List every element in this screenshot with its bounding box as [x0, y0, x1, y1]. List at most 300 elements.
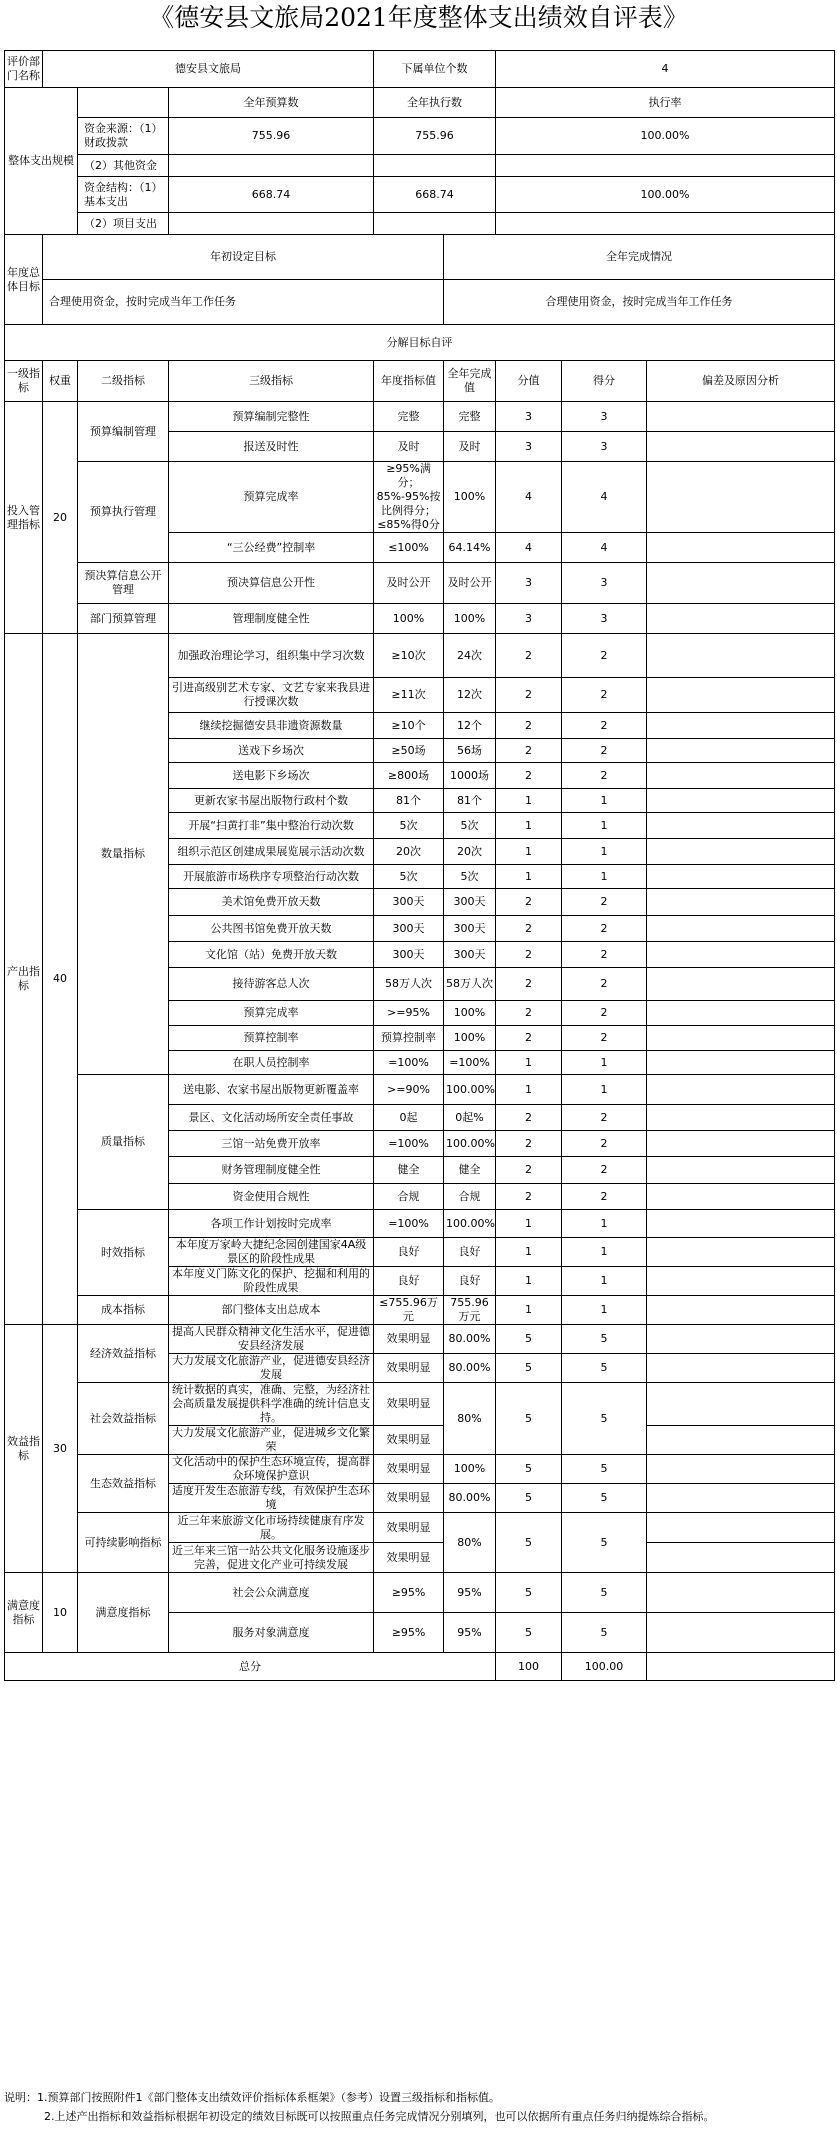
dept-label: 评价部门名称	[5, 51, 43, 88]
points-value: 5	[496, 1325, 562, 1354]
deviation-cell	[647, 1455, 835, 1484]
table-row	[5, 1296, 835, 1325]
target-value: =100%	[374, 1131, 444, 1157]
l3-indicator: 接待游客总人次	[169, 968, 374, 1001]
points-value: 2	[496, 634, 562, 678]
actual-value: 300天	[444, 916, 496, 942]
notes	[4, 2088, 834, 2126]
actual-value: 100.00%	[444, 1210, 496, 1238]
l3-indicator: 大力发展文化旅游产业，促进城乡文化繁荣	[169, 1426, 374, 1455]
target-value: 效果明显	[374, 1543, 444, 1573]
l3-indicator: 组织示范区创建成果展览展示活动次数	[169, 839, 374, 865]
deviation-cell	[647, 889, 835, 916]
l3-indicator: 文化馆（站）免费开放天数	[169, 942, 374, 968]
deviation-cell	[647, 1238, 835, 1267]
col-header-actual: 全年完成值	[444, 361, 496, 402]
score-value: 1	[562, 1075, 647, 1105]
points-value: 2	[496, 1001, 562, 1026]
evaluation-table	[4, 50, 835, 1681]
col-rate-header: 执行率	[496, 88, 835, 118]
target-value: ≤100%	[374, 533, 444, 563]
score-value: 4	[562, 533, 647, 563]
score-value: 5	[562, 1573, 647, 1613]
deviation-cell	[647, 1001, 835, 1026]
target-value: =100%	[374, 1210, 444, 1238]
deviation-cell	[647, 678, 835, 713]
weight-value: 20	[43, 402, 78, 634]
total-row	[5, 1653, 835, 1681]
note-line: 2.上述产出指标和效益指标根据年初设定的绩效目标既可以按照重点任务完成情况分别填列，也可以依据所有重点任务归纳提炼综合指标。	[44, 2110, 715, 2123]
l3-indicator: 在职人员控制率	[169, 1051, 374, 1075]
weight-value: 30	[43, 1325, 78, 1573]
table-row	[5, 1383, 835, 1426]
actual-value: 56场	[444, 739, 496, 763]
deviation-cell	[647, 1296, 835, 1325]
score-value: 1	[562, 1238, 647, 1267]
target-value: ≥10个	[374, 713, 444, 739]
score-value: 2	[562, 889, 647, 916]
table-row	[5, 1075, 835, 1105]
points-value: 3	[496, 563, 562, 604]
l3-indicator: 提高人民群众精神文化生活水平，促进德安县经济发展	[169, 1325, 374, 1354]
points-value: 3	[496, 432, 562, 462]
spending-rate	[496, 155, 835, 177]
target-value: 效果明显	[374, 1455, 444, 1484]
weight-value: 10	[43, 1573, 78, 1653]
col-header-l3: 三级指标	[169, 361, 374, 402]
points-value: 1	[496, 1267, 562, 1296]
total-label: 总分	[5, 1653, 496, 1681]
spending-row-label: 资金结构：（1）基本支出	[78, 177, 169, 213]
target-value: 300天	[374, 916, 444, 942]
deviation-cell	[647, 1184, 835, 1210]
target-value: 及时公开	[374, 563, 444, 604]
l3-indicator: 美术馆免费开放天数	[169, 889, 374, 916]
sub-units-label: 下属单位个数	[374, 51, 496, 88]
score-value: 3	[562, 402, 647, 432]
target-value: 效果明显	[374, 1484, 444, 1513]
table-row	[5, 634, 835, 678]
deviation-cell	[647, 916, 835, 942]
decomp-title: 分解目标自评	[5, 325, 835, 361]
actual-value: 100%	[444, 1026, 496, 1051]
points-value: 1	[496, 789, 562, 813]
target-value: 效果明显	[374, 1426, 444, 1455]
table-row	[5, 1210, 835, 1238]
points-value: 2	[496, 916, 562, 942]
actual-value: 12个	[444, 713, 496, 739]
actual-value: 100%	[444, 604, 496, 634]
spending-budget: 755.96	[169, 118, 374, 155]
deviation-cell	[647, 1105, 835, 1131]
deviation-cell	[647, 1075, 835, 1105]
points-value: 5	[496, 1573, 562, 1613]
target-value: ≥50场	[374, 739, 444, 763]
total-points: 100	[496, 1653, 562, 1681]
points-value: 5	[496, 1383, 562, 1455]
score-value: 5	[562, 1383, 647, 1455]
points-value: 4	[496, 462, 562, 533]
points-value: 2	[496, 1105, 562, 1131]
col-header-deviation: 偏差及原因分析	[647, 361, 835, 402]
l3-indicator: 送电影下乡场次	[169, 763, 374, 789]
target-value: 预算控制率	[374, 1026, 444, 1051]
weight-value: 40	[43, 634, 78, 1325]
points-value: 2	[496, 1184, 562, 1210]
score-value: 3	[562, 432, 647, 462]
actual-value: 健全	[444, 1157, 496, 1184]
deviation-cell	[647, 1325, 835, 1354]
deviation-cell	[647, 402, 835, 432]
l3-indicator: 社会公众满意度	[169, 1573, 374, 1613]
l3-indicator: 继续挖掘德安县非遗资源数量	[169, 713, 374, 739]
target-value: 58万人次	[374, 968, 444, 1001]
actual-value: 300天	[444, 889, 496, 916]
actual-value: 0起%	[444, 1105, 496, 1131]
score-value: 2	[562, 634, 647, 678]
spending-exec: 755.96	[374, 118, 496, 155]
score-value: 2	[562, 942, 647, 968]
l3-indicator: 景区、文化活动场所安全责任事故	[169, 1105, 374, 1131]
actual-value: 300天	[444, 942, 496, 968]
points-value: 2	[496, 889, 562, 916]
points-value: 2	[496, 942, 562, 968]
l2-indicator: 预算执行管理	[78, 462, 169, 563]
goals-initial: 合理使用资金，按时完成当年工作任务	[43, 280, 444, 325]
actual-value: 5次	[444, 865, 496, 889]
l3-indicator: 送戏下乡场次	[169, 739, 374, 763]
points-value: 5	[496, 1513, 562, 1573]
points-value: 1	[496, 865, 562, 889]
score-value: 1	[562, 839, 647, 865]
deviation-cell	[647, 462, 835, 533]
actual-value: 24次	[444, 634, 496, 678]
target-value: 完整	[374, 402, 444, 432]
l3-indicator: 适度开发生态旅游专线，有效保护生态环境	[169, 1484, 374, 1513]
table-row	[5, 1325, 835, 1354]
target-value: 5次	[374, 813, 444, 839]
score-value: 2	[562, 1001, 647, 1026]
score-value: 5	[562, 1325, 647, 1354]
score-value: 2	[562, 763, 647, 789]
actual-value: 良好	[444, 1238, 496, 1267]
points-value: 1	[496, 1051, 562, 1075]
actual-value: 1000场	[444, 763, 496, 789]
actual-value: 80%	[444, 1383, 496, 1455]
score-value: 5	[562, 1484, 647, 1513]
l3-indicator: 预决算信息公开性	[169, 563, 374, 604]
score-value: 3	[562, 604, 647, 634]
target-value: ≥800场	[374, 763, 444, 789]
l2-indicator: 成本指标	[78, 1296, 169, 1325]
deviation-cell	[647, 1210, 835, 1238]
target-value: ≥95%	[374, 1573, 444, 1613]
l2-indicator: 数量指标	[78, 634, 169, 1075]
l3-indicator: 服务对象满意度	[169, 1613, 374, 1653]
score-value: 1	[562, 789, 647, 813]
score-value: 2	[562, 678, 647, 713]
score-value: 2	[562, 1157, 647, 1184]
l3-indicator: 大力发展文化旅游产业，促进德安县经济发展	[169, 1354, 374, 1383]
points-value: 3	[496, 402, 562, 432]
actual-value: 12次	[444, 678, 496, 713]
dept-value: 德安县文旅局	[43, 51, 374, 88]
l3-indicator: 开展“扫黄打非”集中整治行动次数	[169, 813, 374, 839]
deviation-cell	[647, 713, 835, 739]
points-value: 1	[496, 839, 562, 865]
target-value: 合规	[374, 1184, 444, 1210]
l3-indicator: 引进高级别艺术专家、文艺专家来我县进行授课次数	[169, 678, 374, 713]
l2-indicator: 可持续影响指标	[78, 1513, 169, 1573]
spending-rate: 100.00%	[496, 177, 835, 213]
spending-budget: 668.74	[169, 177, 374, 213]
l2-indicator: 时效指标	[78, 1210, 169, 1296]
actual-value: 100.00%	[444, 1075, 496, 1105]
table-row	[5, 402, 835, 432]
actual-value: 81个	[444, 789, 496, 813]
actual-value: 80%	[444, 1513, 496, 1573]
deviation-cell	[647, 634, 835, 678]
col-header-l2: 二级指标	[78, 361, 169, 402]
spending-rate	[496, 213, 835, 235]
deviation-cell	[647, 739, 835, 763]
goals-completion: 合理使用资金，按时完成当年工作任务	[444, 280, 835, 325]
score-value: 1	[562, 813, 647, 839]
points-value: 1	[496, 1075, 562, 1105]
score-value: 1	[562, 1051, 647, 1075]
table-row	[5, 1573, 835, 1613]
points-value: 1	[496, 1238, 562, 1267]
target-value: 300天	[374, 942, 444, 968]
target-value: 100%	[374, 604, 444, 634]
sub-units-value: 4	[496, 51, 835, 88]
l2-indicator: 满意度指标	[78, 1573, 169, 1653]
score-value: 2	[562, 739, 647, 763]
target-value: =100%	[374, 1051, 444, 1075]
l3-indicator: 公共图书馆免费开放天数	[169, 916, 374, 942]
target-value: >=95%	[374, 1001, 444, 1026]
target-value: 效果明显	[374, 1383, 444, 1426]
deviation-cell	[647, 1354, 835, 1383]
actual-value: 95%	[444, 1573, 496, 1613]
target-value: 及时	[374, 432, 444, 462]
target-value: 81个	[374, 789, 444, 813]
table-row	[5, 1513, 835, 1543]
target-value: ≥95%满分；85%-95%按比例得分；≤85%得0分	[374, 462, 444, 533]
points-value: 2	[496, 1026, 562, 1051]
spending-section-label: 整体支出规模	[5, 88, 78, 235]
l3-indicator: 报送及时性	[169, 432, 374, 462]
deviation-cell	[647, 789, 835, 813]
deviation-cell	[647, 1267, 835, 1296]
actual-value: 5次	[444, 813, 496, 839]
score-value: 1	[562, 1296, 647, 1325]
l2-indicator: 生态效益指标	[78, 1455, 169, 1513]
page-title: 《德安县文旅局2021年度整体支出绩效自评表》	[149, 3, 688, 32]
actual-value: 100%	[444, 1455, 496, 1484]
score-value: 2	[562, 1026, 647, 1051]
score-value: 1	[562, 1267, 647, 1296]
target-value: ≤755.96万元	[374, 1296, 444, 1325]
target-value: 效果明显	[374, 1325, 444, 1354]
actual-value: 80.00%	[444, 1325, 496, 1354]
deviation-cell	[647, 1484, 835, 1513]
points-value: 1	[496, 1210, 562, 1238]
score-value: 2	[562, 968, 647, 1001]
l2-indicator: 预算编制管理	[78, 402, 169, 462]
deviation-cell	[647, 813, 835, 839]
total-score: 100.00	[562, 1653, 647, 1681]
actual-value: 100.00%	[444, 1131, 496, 1157]
points-value: 4	[496, 533, 562, 563]
deviation-cell	[647, 563, 835, 604]
deviation-cell	[647, 763, 835, 789]
deviation-cell	[647, 1157, 835, 1184]
deviation-cell	[647, 432, 835, 462]
spending-budget	[169, 155, 374, 177]
deviation-cell	[647, 865, 835, 889]
col-exec-header: 全年执行数	[374, 88, 496, 118]
l3-indicator: 开展旅游市场秩序专项整治行动次数	[169, 865, 374, 889]
actual-value: 完整	[444, 402, 496, 432]
l2-indicator: 部门预算管理	[78, 604, 169, 634]
deviation-cell	[647, 604, 835, 634]
points-value: 2	[496, 763, 562, 789]
l2-indicator: 质量指标	[78, 1075, 169, 1210]
actual-value: 755.96万元	[444, 1296, 496, 1325]
l3-indicator: 统计数据的真实，准确、完整，为经济社会高质量发展提供科学准确的统计信息支持。	[169, 1383, 374, 1426]
score-value: 5	[562, 1513, 647, 1573]
spending-row-label: （2）其他资金	[78, 155, 169, 177]
col-header-target: 年度指标值	[374, 361, 444, 402]
l3-indicator: 资金使用合规性	[169, 1184, 374, 1210]
spending-row-label: （2）项目支出	[78, 213, 169, 235]
l3-indicator: 预算编制完整性	[169, 402, 374, 432]
goals-initial-header: 年初设定目标	[43, 235, 444, 280]
l3-indicator: 预算完成率	[169, 1001, 374, 1026]
total-deviation	[647, 1653, 835, 1681]
l3-indicator: 送电影、农家书屋出版物更新覆盖率	[169, 1075, 374, 1105]
deviation-cell	[647, 1026, 835, 1051]
spending-exec	[374, 155, 496, 177]
l3-indicator: 财务管理制度健全性	[169, 1157, 374, 1184]
col-header-l1: 一级指标	[5, 361, 43, 402]
target-value: 效果明显	[374, 1354, 444, 1383]
goals-label: 年度总体目标	[5, 235, 43, 325]
actual-value: 100%	[444, 1001, 496, 1026]
score-value: 3	[562, 563, 647, 604]
l3-indicator: 三馆一站免费开放率	[169, 1131, 374, 1157]
spending-row-label: 资金来源：（1）财政拨款	[78, 118, 169, 155]
target-value: 良好	[374, 1238, 444, 1267]
l3-indicator: 部门整体支出总成本	[169, 1296, 374, 1325]
points-value: 5	[496, 1455, 562, 1484]
table-row	[5, 1455, 835, 1484]
table-row	[5, 563, 835, 604]
target-value: 20次	[374, 839, 444, 865]
col-header-score: 得分	[562, 361, 647, 402]
col-header-weight: 权重	[43, 361, 78, 402]
actual-value: 及时	[444, 432, 496, 462]
actual-value: 64.14%	[444, 533, 496, 563]
note-line: 说明：1.预算部门按照附件1《部门整体支出绩效评价指标体系框架》（参考）设置三级指标和指标值。	[4, 2091, 500, 2104]
l3-indicator: 各项工作计划按时完成率	[169, 1210, 374, 1238]
l3-indicator: 更新农家书屋出版物行政村个数	[169, 789, 374, 813]
deviation-cell	[647, 839, 835, 865]
actual-value: 良好	[444, 1267, 496, 1296]
l3-indicator: 文化活动中的保护生态环境宣传，提高群众环境保护意识	[169, 1455, 374, 1484]
l3-indicator: 近三年来旅游文化市场持续健康有序发展。	[169, 1513, 374, 1543]
points-value: 2	[496, 739, 562, 763]
score-value: 2	[562, 713, 647, 739]
points-value: 2	[496, 713, 562, 739]
l3-indicator: 预算完成率	[169, 462, 374, 533]
actual-value: 95%	[444, 1613, 496, 1653]
table-row	[5, 462, 835, 533]
actual-value: =100%	[444, 1051, 496, 1075]
deviation-cell	[647, 1573, 835, 1613]
l2-indicator: 经济效益指标	[78, 1325, 169, 1383]
points-value: 2	[496, 968, 562, 1001]
target-value: ≥95%	[374, 1613, 444, 1653]
spending-budget	[169, 213, 374, 235]
score-value: 2	[562, 1105, 647, 1131]
score-value: 1	[562, 1210, 647, 1238]
score-value: 2	[562, 1131, 647, 1157]
actual-value: 80.00%	[444, 1484, 496, 1513]
deviation-cell	[647, 1426, 835, 1455]
target-value: >=90%	[374, 1075, 444, 1105]
deviation-cell	[647, 1051, 835, 1075]
l1-indicator: 效益指标	[5, 1325, 43, 1573]
goals-completion-header: 全年完成情况	[444, 235, 835, 280]
target-value: 健全	[374, 1157, 444, 1184]
actual-value: 58万人次	[444, 968, 496, 1001]
l3-indicator: 本年度义门陈文化的保护、挖掘和利用的阶段性成果	[169, 1267, 374, 1296]
deviation-cell	[647, 1131, 835, 1157]
points-value: 5	[496, 1613, 562, 1653]
l3-indicator: “三公经费”控制率	[169, 533, 374, 563]
score-value: 1	[562, 865, 647, 889]
actual-value: 及时公开	[444, 563, 496, 604]
deviation-cell	[647, 1613, 835, 1653]
deviation-cell	[647, 1513, 835, 1543]
l3-indicator: 近三年来三馆一站公共文化服务设施逐步完善，促进文化产业可持续发展	[169, 1543, 374, 1573]
points-value: 1	[496, 1296, 562, 1325]
points-value: 5	[496, 1484, 562, 1513]
l1-indicator: 投入管理指标	[5, 402, 43, 634]
score-value: 2	[562, 1184, 647, 1210]
target-value: 300天	[374, 889, 444, 916]
points-value: 5	[496, 1354, 562, 1383]
score-value: 2	[562, 916, 647, 942]
actual-value: 合规	[444, 1184, 496, 1210]
score-value: 5	[562, 1354, 647, 1383]
points-value: 2	[496, 1157, 562, 1184]
l2-indicator: 预决算信息公开管理	[78, 563, 169, 604]
target-value: 0起	[374, 1105, 444, 1131]
col-header-points: 分值	[496, 361, 562, 402]
target-value: 效果明显	[374, 1513, 444, 1543]
spending-exec: 668.74	[374, 177, 496, 213]
deviation-cell	[647, 1543, 835, 1573]
score-value: 5	[562, 1613, 647, 1653]
l3-indicator: 加强政治理论学习，组织集中学习次数	[169, 634, 374, 678]
points-value: 2	[496, 1131, 562, 1157]
actual-value: 100%	[444, 462, 496, 533]
l3-indicator: 管理制度健全性	[169, 604, 374, 634]
actual-value: 80.00%	[444, 1354, 496, 1383]
